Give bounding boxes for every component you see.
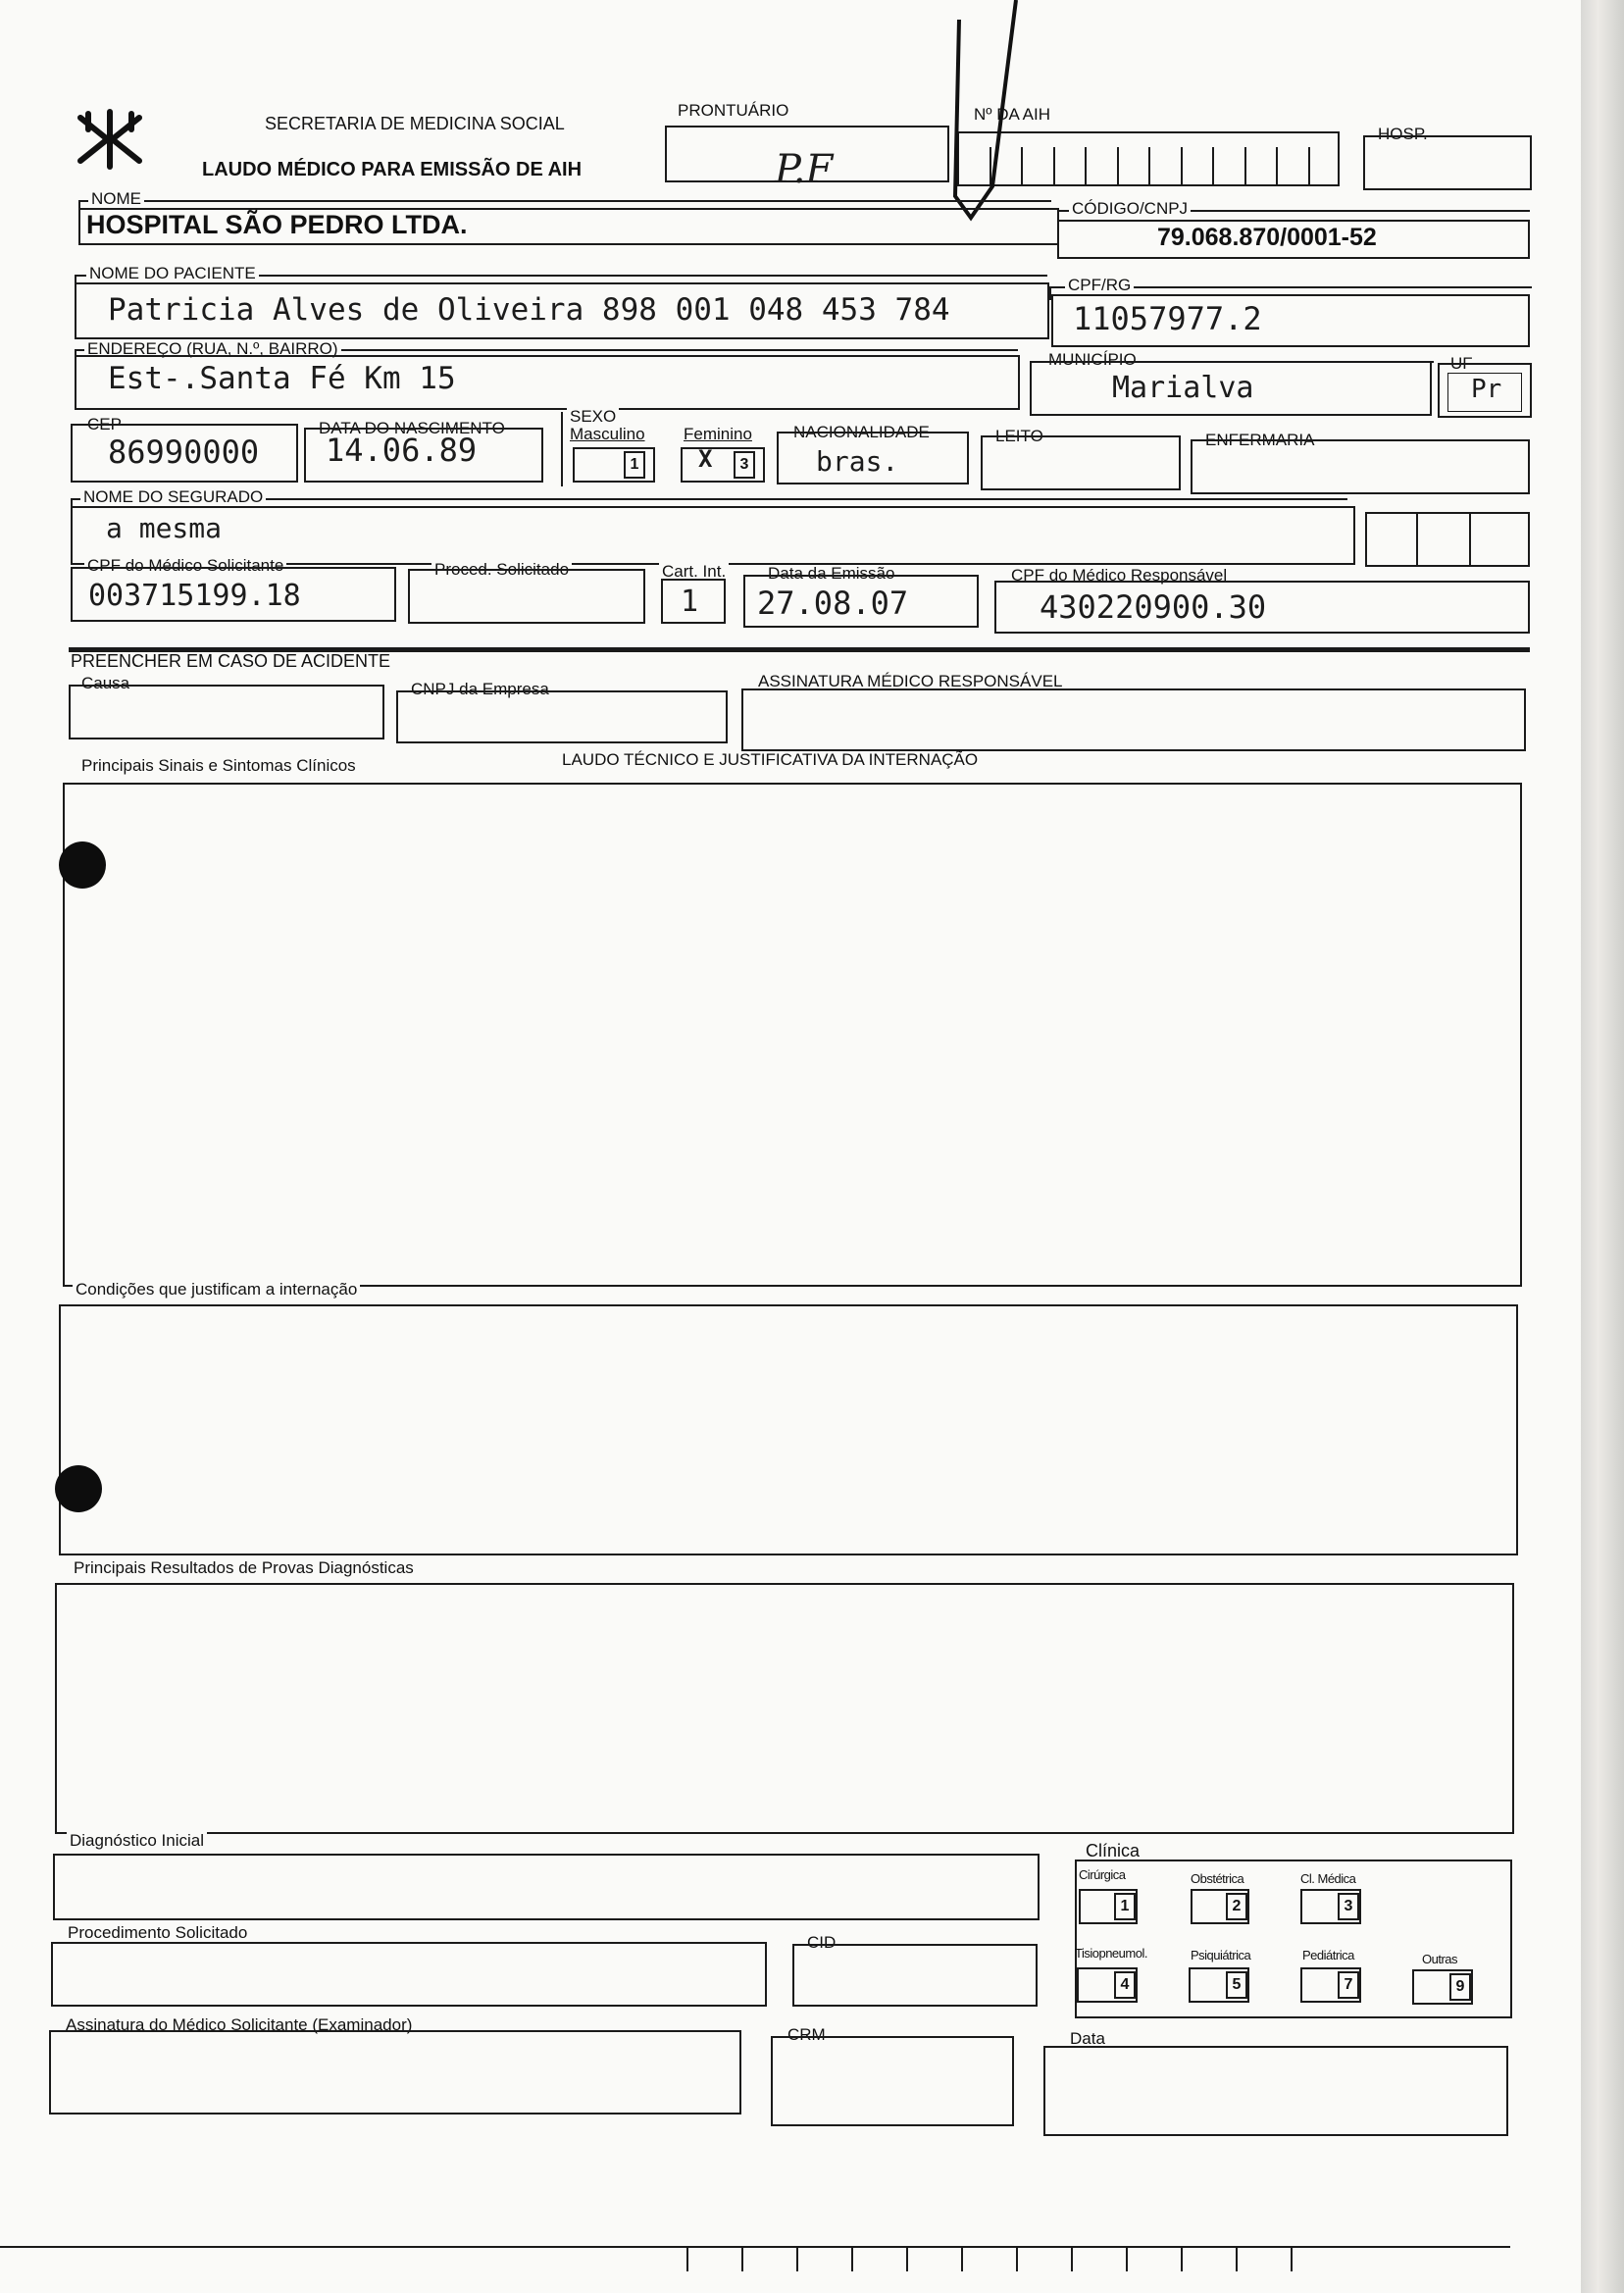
procedimento-label: Procedimento Solicitado — [65, 1924, 250, 1942]
data-label: Data — [1067, 2030, 1108, 2048]
address-value: Est-.Santa Fé Km 15 — [108, 361, 456, 396]
assinatura-responsavel-label: ASSINATURA MÉDICO RESPONSÁVEL — [755, 673, 1065, 690]
bottom-strip-tick — [1126, 2246, 1128, 2271]
staple-mark — [932, 0, 1030, 226]
cpf-rg-label: CPF/RG — [1065, 277, 1134, 294]
cep-label: CEP — [84, 416, 125, 433]
emissao-value: 27.08.07 — [757, 585, 909, 622]
assinatura-solicitante-field[interactable] — [49, 2030, 741, 2115]
segurado-code-boxes[interactable] — [1365, 512, 1530, 567]
hospital-name: HOSPITAL SÃO PEDRO LTDA. — [86, 210, 468, 239]
cart-int-value: 1 — [681, 585, 699, 619]
bottom-strip-tick — [1181, 2246, 1183, 2271]
clinica-code-cirurgica: 1 — [1114, 1893, 1136, 1920]
acidente-title: PREENCHER EM CASO DE ACIDENTE — [71, 651, 391, 671]
prontuario-label: PRONTUÁRIO — [675, 102, 791, 120]
assinatura-solicitante-label: Assinatura do Médico Solicitante (Examinador) — [63, 2016, 415, 2034]
municipio-label: MUNICÍPIO — [1045, 351, 1140, 369]
proced-solicitado-label: Proced. Solicitado — [431, 561, 572, 579]
segurado-value: a mesma — [106, 512, 223, 544]
feminino-label: Feminino — [681, 426, 755, 443]
clinica-code-outras: 9 — [1449, 1973, 1471, 2001]
hosp-label: HOSP. — [1375, 126, 1431, 143]
nome-label: NOME — [88, 190, 144, 208]
resultados-field[interactable] — [55, 1583, 1514, 1834]
hole-punch-mark — [59, 841, 106, 889]
emissao-label: Data da Emissão — [765, 565, 897, 583]
diagnostico-label: Diagnóstico Inicial — [67, 1832, 207, 1850]
uf-label: UF — [1447, 355, 1476, 373]
causa-label: Causa — [78, 675, 132, 692]
diagnostico-field[interactable] — [53, 1854, 1040, 1920]
bottom-strip-tick — [906, 2246, 908, 2271]
cnpj-empresa-field[interactable] — [396, 690, 728, 743]
bottom-strip-tick — [741, 2246, 743, 2271]
aih-digit-separator — [1148, 147, 1150, 186]
masculino-label: Masculino — [567, 426, 648, 443]
clinica-label-cirurgica: Cirúrgica — [1079, 1867, 1126, 1882]
aih-digit-separator — [1276, 147, 1278, 186]
cid-field[interactable] — [792, 1944, 1038, 2007]
bottom-strip-tick — [1016, 2246, 1018, 2271]
cpf-solicitante-label: CPF do Médico Solicitante — [84, 557, 286, 575]
cpf-solicitante-value: 003715199.18 — [88, 579, 301, 613]
clinica-label-clinica-medica: Cl. Médica — [1300, 1871, 1356, 1886]
bottom-strip-tick — [796, 2246, 798, 2271]
aih-digit-separator — [1085, 147, 1087, 186]
clinica-title: Clínica — [1083, 1842, 1142, 1860]
clinica-label-outras: Outras — [1422, 1952, 1458, 1966]
sexo-label: SEXO — [567, 408, 619, 426]
cpf-responsavel-label: CPF do Médico Responsável — [1008, 567, 1230, 585]
clinica-label-obstetrica: Obstétrica — [1191, 1871, 1244, 1886]
feminino-code: 3 — [734, 451, 755, 479]
cnpj-label: CÓDIGO/CNPJ — [1069, 200, 1191, 218]
cnpj-empresa-label: CNPJ da Empresa — [408, 681, 552, 698]
address-label: ENDEREÇO (RUA, N.º, BAIRRO) — [84, 340, 341, 358]
condicoes-label: Condições que justificam a internação — [73, 1281, 360, 1299]
masculino-code: 1 — [624, 451, 645, 479]
bottom-strip-tick — [1291, 2246, 1293, 2271]
enfermaria-field[interactable] — [1191, 439, 1530, 494]
cpf-responsavel-value: 430220900.30 — [1040, 588, 1267, 626]
cnpj-value: 79.068.870/0001-52 — [1157, 224, 1377, 251]
cart-int-label: Cart. Int. — [659, 563, 729, 581]
birth-date-value: 14.06.89 — [326, 432, 478, 469]
bottom-strip-tick — [1071, 2246, 1073, 2271]
leito-field[interactable] — [981, 435, 1181, 490]
aih-digit-separator — [1244, 147, 1246, 186]
nationality-label: NACIONALIDADE — [790, 424, 933, 441]
leito-label: LEITO — [992, 428, 1046, 445]
form-title: LAUDO MÉDICO PARA EMISSÃO DE AIH — [202, 159, 583, 180]
data-field[interactable] — [1043, 2046, 1508, 2136]
procedimento-field[interactable] — [51, 1942, 767, 2007]
crm-field[interactable] — [771, 2036, 1014, 2126]
clinica-code-psiquiatrica: 5 — [1226, 1971, 1247, 1999]
clinica-label-tisiopneumol: Tisiopneumol. — [1075, 1946, 1147, 1961]
uf-value: Pr — [1471, 375, 1502, 404]
clinica-code-tisiopneumol: 4 — [1114, 1971, 1136, 1999]
enfermaria-label: ENFERMARIA — [1202, 432, 1317, 449]
nationality-value: bras. — [816, 445, 899, 478]
crm-label: CRM — [785, 2026, 829, 2044]
patient-name: Patricia Alves de Oliveira 898 001 048 453 784 — [108, 292, 950, 328]
birth-date-label: DATA DO NASCIMENTO — [316, 420, 508, 437]
cid-label: CID — [804, 1934, 838, 1952]
page-edge — [1581, 0, 1624, 2293]
causa-field[interactable] — [69, 685, 384, 739]
clinica-code-clinica-medica: 3 — [1338, 1893, 1359, 1920]
cep-value: 86990000 — [108, 433, 260, 471]
clinica-label-pediatrica: Pediátrica — [1302, 1948, 1354, 1962]
sinais-label: Principais Sinais e Sintomas Clínicos — [78, 757, 359, 775]
aih-label: Nº DA AIH — [971, 106, 1053, 124]
proced-solicitado-field[interactable] — [408, 569, 645, 624]
clinica-code-pediatrica: 7 — [1338, 1971, 1359, 1999]
hole-punch-mark — [55, 1465, 102, 1512]
bottom-strip-tick — [1236, 2246, 1238, 2271]
aih-digit-separator — [1212, 147, 1214, 186]
aih-digit-separator — [1117, 147, 1119, 186]
prontuario-value: P.F — [775, 147, 834, 192]
cpf-rg-value: 11057977.2 — [1073, 300, 1262, 337]
org-name: SECRETARIA DE MEDICINA SOCIAL — [265, 114, 565, 133]
bottom-strip-tick — [851, 2246, 853, 2271]
hosp-field[interactable] — [1363, 135, 1532, 190]
aih-digit-separator — [1053, 147, 1055, 186]
condicoes-field[interactable] — [59, 1304, 1518, 1555]
ministry-logo-icon — [75, 108, 145, 171]
aih-digit-separator — [1308, 147, 1310, 186]
municipio-value: Marialva — [1112, 371, 1254, 405]
bottom-strip-tick — [961, 2246, 963, 2271]
aih-digit-separator — [1181, 147, 1183, 186]
feminino-mark: X — [698, 445, 713, 473]
segurado-label: NOME DO SEGURADO — [80, 488, 266, 506]
patient-name-label: NOME DO PACIENTE — [86, 265, 259, 282]
clinica-code-obstetrica: 2 — [1226, 1893, 1247, 1920]
bottom-strip-tick — [686, 2246, 688, 2271]
laudo-title: LAUDO TÉCNICO E JUSTIFICATIVA DA INTERNAÇÃO — [559, 751, 981, 769]
resultados-label: Principais Resultados de Provas Diagnósticas — [71, 1559, 417, 1577]
assinatura-responsavel-field[interactable] — [741, 688, 1526, 751]
sinais-field[interactable] — [63, 783, 1522, 1287]
clinica-label-psiquiatrica: Psiquiátrica — [1191, 1948, 1251, 1962]
